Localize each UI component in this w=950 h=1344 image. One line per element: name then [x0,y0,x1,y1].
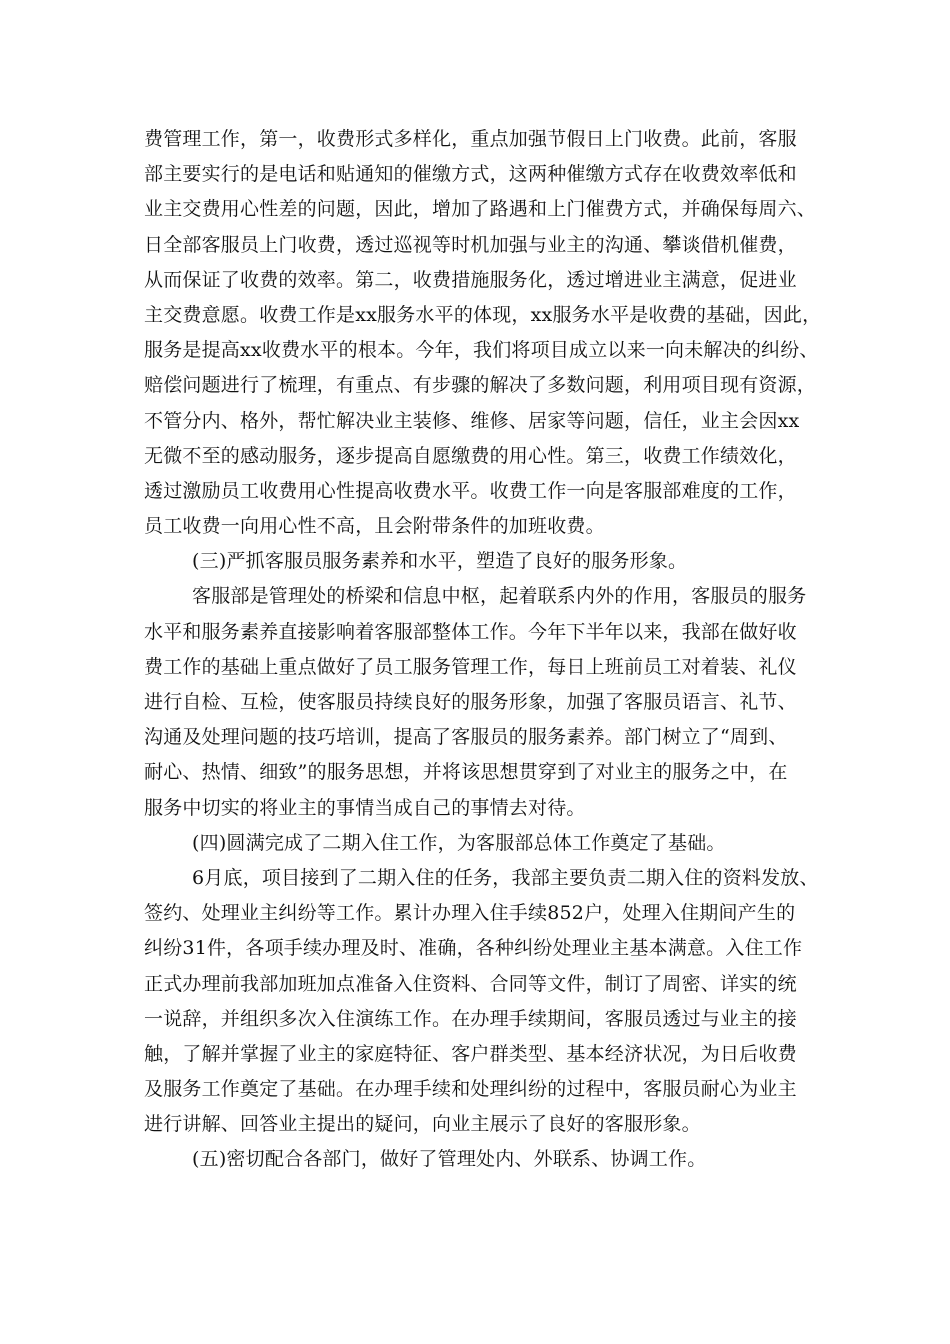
text-line: 服务中切实的将业主的事情当成自己的事情去对待。 [144,796,586,819]
text-line: 及服务工作奠定了基础。在办理手续和处理纠纷的过程中，客服员耐心为业主 [144,1078,797,1101]
text-line: 费管理工作，第一，收费形式多样化，重点加强节假日上门收费。此前，客服 [144,128,797,150]
text-line: 无微不至的感动服务，逐步提高自愿缴费的用心性。第三，收费工作绩效化， [144,444,797,467]
text-line: 主交费意愿。收费工作是xx服务水平的体现，xx服务水平是收费的基础，因此， [144,303,822,326]
text-line: 进行讲解、回答业主提出的疑问，向业主展示了良好的客服形象。 [144,1113,701,1136]
text-line: 费工作的基础上重点做好了员工服务管理工作，每日上班前员工对着装、礼仪 [144,655,797,678]
text-line: 进行自检、互检，使客服员持续良好的服务形象，加强了客服员语言、礼节、 [144,691,797,713]
text-line: 日全部客服员上门收费，透过巡视等时机加强与业主的沟通、攀谈借机催费， [144,233,797,256]
text-line: 员工收费一向用心性不高，且会附带条件的加班收费。 [144,515,605,538]
section-heading: (五)密切配合各部门，做好了管理处内、外联系、协调工作。 [192,1148,707,1171]
section-heading: (三)严抓客服员服务素养和水平，塑造了良好的服务形象。 [192,550,688,573]
text-line: 签约、处理业主纠纷等工作。累计办理入住手续852户，处理入住期间产生的 [144,902,796,925]
text-line: 一说辞，并组织多次入住演练工作。在办理手续期间，客服员透过与业主的接 [144,1007,797,1030]
text-line: 6月底，项目接到了二期入住的任务，我部主要负责二期入住的资料发放、 [192,866,819,889]
text-line: 触，了解并掌握了业主的家庭特征、客户群类型、基本经济状况，为日后收费 [144,1042,797,1065]
text-line: 透过激励员工收费用心性提高收费水平。收费工作一向是客服部难度的工作， [144,479,797,502]
text-line: 赔偿问题进行了梳理，有重点、有步骤的解决了多数问题，利用项目现有资源， [144,374,817,397]
text-line: 水平和服务素养直接影响着客服部整体工作。今年下半年以来，我部在做好收 [144,620,797,643]
section-heading: (四)圆满完成了二期入住工作，为客服部总体工作奠定了基础。 [192,831,726,854]
text-line: 从而保证了收费的效率。第二，收费措施服务化，透过增进业主满意，促进业 [144,268,797,291]
text-line: 沟通及处理问题的技巧培训，提高了客服员的服务素养。部门树立了“周到、 [144,726,788,749]
text-line: 业主交费用心性差的问题，因此，增加了路遇和上门催费方式，并确保每周六、 [144,198,817,221]
text-line: 正式办理前我部加班加点准备入住资料、合同等文件，制订了周密、详实的统 [144,972,797,995]
text-line: 客服部是管理处的桥梁和信息中枢，起着联系内外的作用，客服员的服务 [192,585,807,608]
text-line: 不管分内、格外，帮忙解决业主装修、维修、居家等问题，信任，业主会因xx [144,409,800,432]
text-line: 纠纷31件，各项手续办理及时、准确，各种纠纷处理业主基本满意。入住工作 [144,937,803,960]
text-line: 耐心、热情、细致”的服务思想，并将该思想贯穿到了对业主的服务之中，在 [144,761,788,784]
document-body [144,122,844,1178]
text-line: 部主要实行的是电话和贴通知的催缴方式，这两种催缴方式存在收费效率低和 [144,163,797,186]
text-line: 服务是提高xx收费水平的根本。今年，我们将项目成立以来一向未解决的纠纷、 [144,339,819,362]
